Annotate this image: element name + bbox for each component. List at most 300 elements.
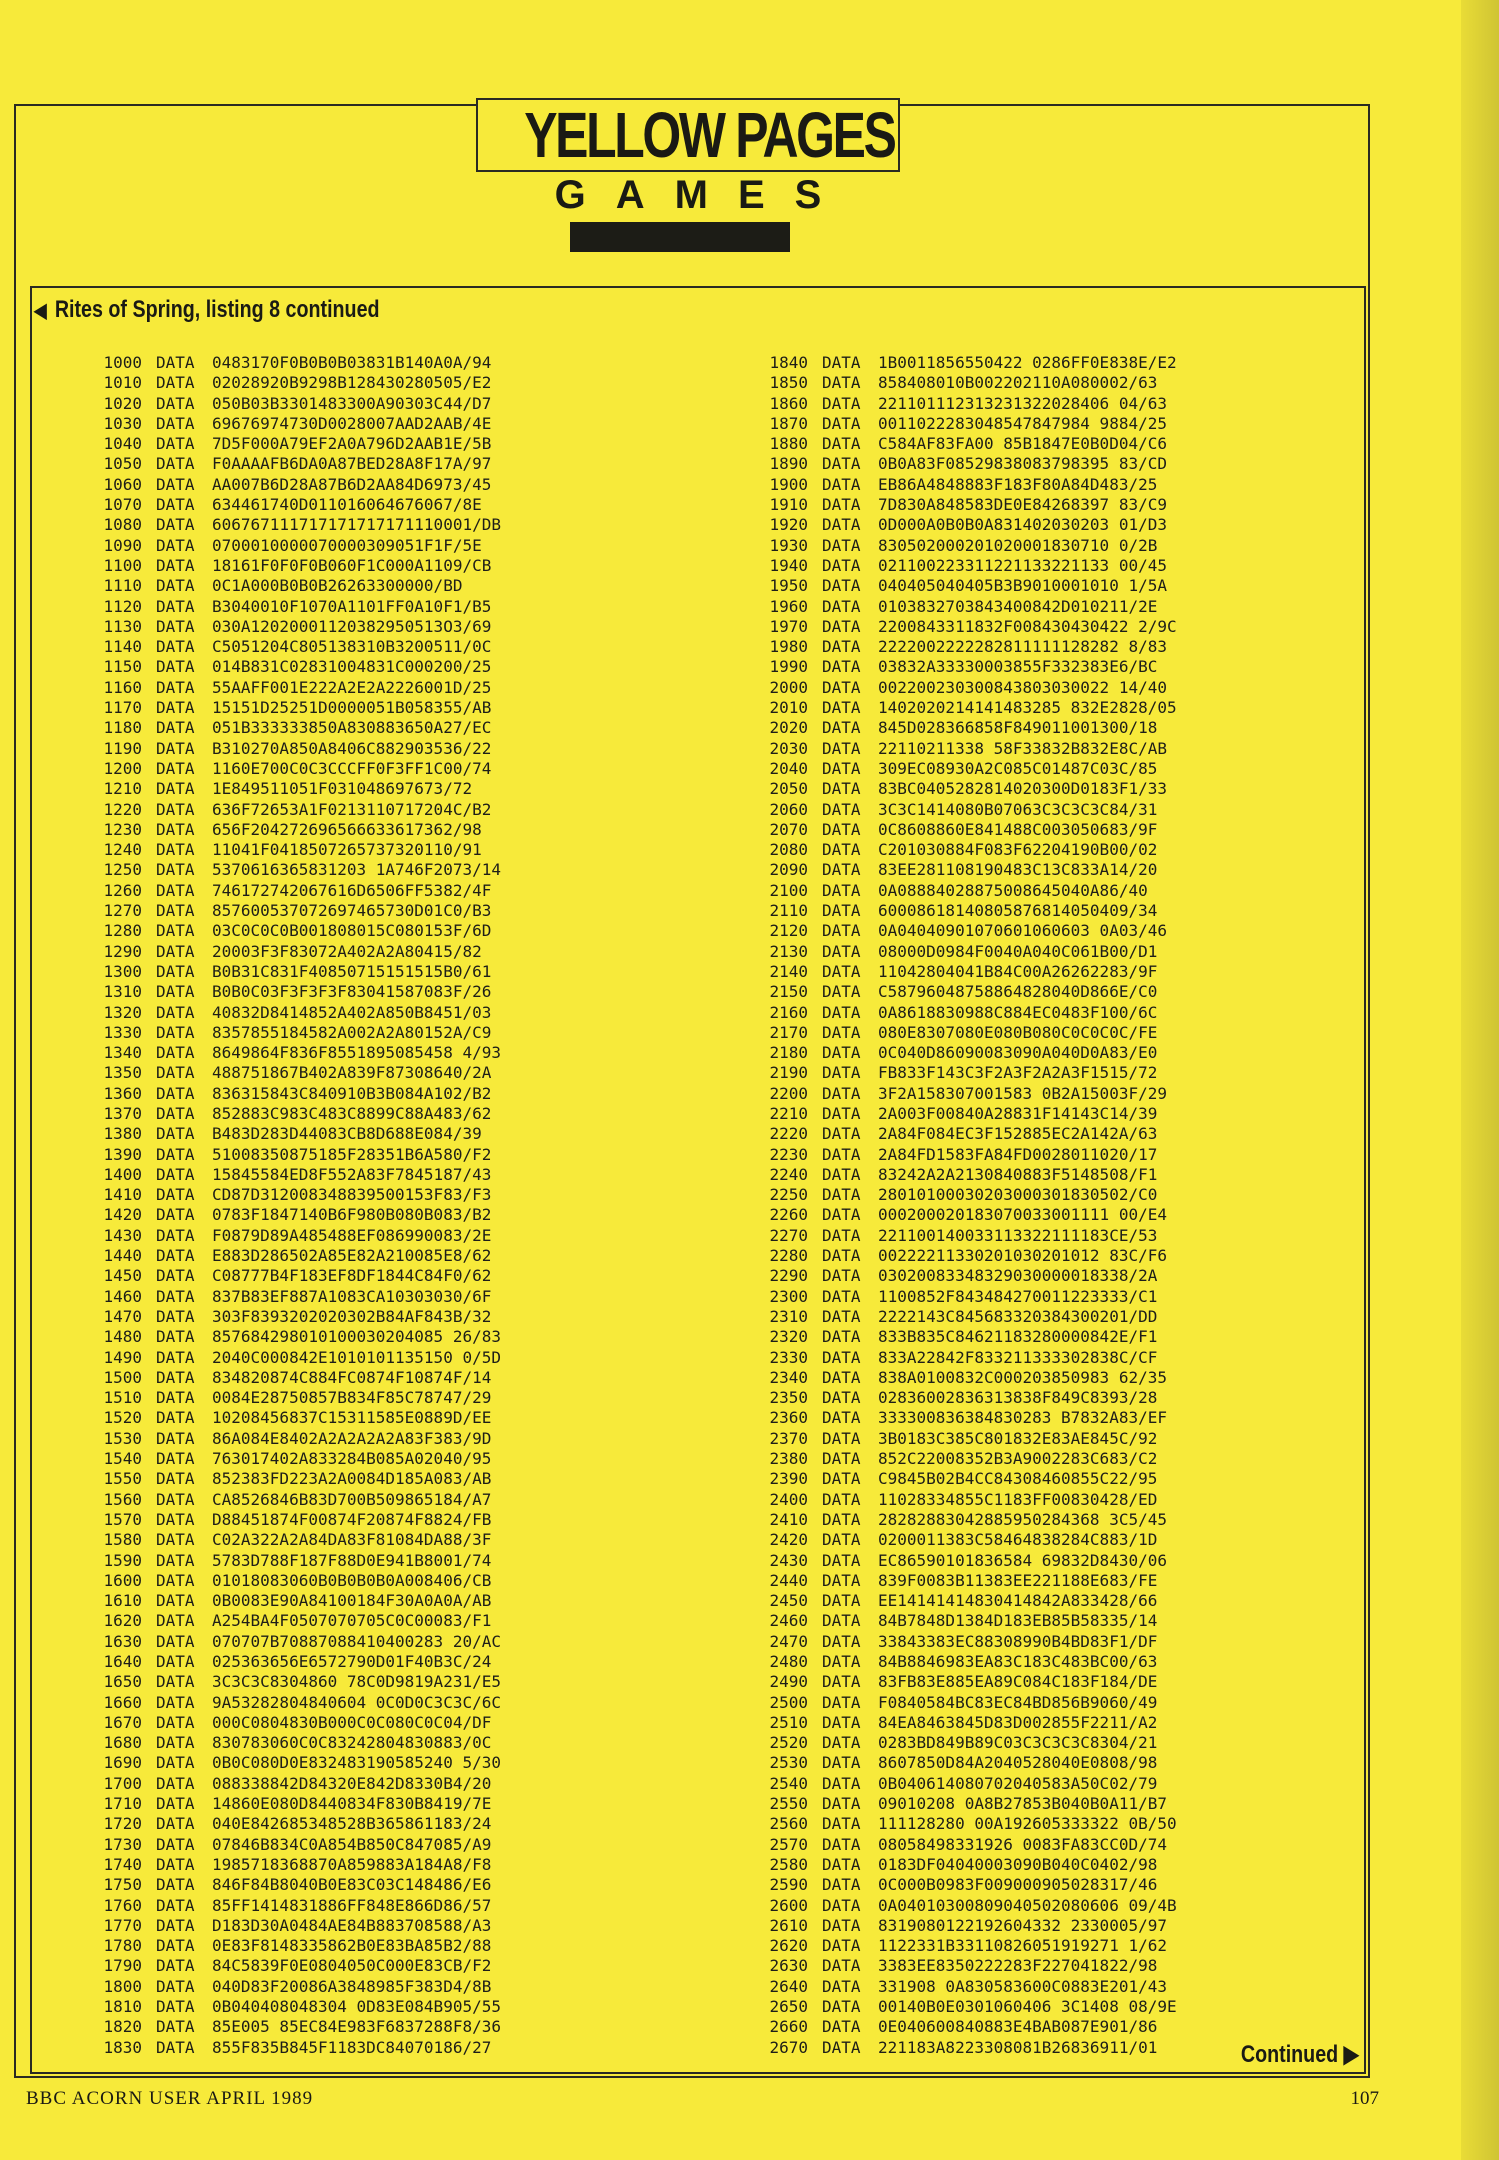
line-number: 2490	[769, 1672, 808, 1692]
listing-line	[90, 2038, 730, 2058]
listing-line	[756, 860, 1396, 880]
data-keyword: DATA	[156, 1997, 195, 2017]
line-number: 1750	[103, 1875, 142, 1895]
hex-data: 088338842D84320E842D8330B4/20	[212, 1773, 492, 1793]
hex-data: 0A04010300809040502080606 09/4B	[878, 1895, 1177, 1915]
hex-data: 040E842685348528B365861183/24	[212, 1814, 492, 1834]
listing-line	[756, 1307, 1396, 1327]
hex-data: 40832D8414852A402A850B8451/03	[212, 1002, 492, 1022]
line-number: 1730	[103, 1834, 142, 1854]
listing-line	[90, 515, 730, 535]
line-number: 1640	[103, 1652, 142, 1671]
hex-data: F0AAAAFB6DA0A87BED28A8F17A/97	[212, 454, 492, 474]
hex-data: 836315843C840910B3B084A102/B2	[212, 1083, 492, 1103]
line-number: 1470	[103, 1306, 142, 1326]
hex-data: 833B835C84621183280000842E/F1	[878, 1327, 1158, 1347]
line-number: 1840	[769, 353, 808, 372]
data-keyword: DATA	[822, 616, 861, 636]
hex-data: C201030884F083F62204190B00/02	[878, 840, 1158, 860]
listing-line	[90, 1307, 730, 1327]
data-keyword: DATA	[156, 1225, 195, 1245]
data-keyword: DATA	[822, 941, 861, 961]
line-number: 2210	[769, 1103, 808, 1123]
data-keyword: DATA	[822, 1408, 861, 1428]
hex-data: 86A084E8402A2A2A2A2A83F383/9D	[212, 1428, 492, 1448]
data-keyword: DATA	[822, 1631, 861, 1651]
line-number: 1870	[769, 413, 808, 433]
data-keyword: DATA	[822, 373, 861, 393]
listing-line	[90, 1408, 730, 1428]
listing-line	[756, 1205, 1396, 1225]
data-keyword: DATA	[156, 657, 195, 677]
hex-data: 837B83EF887A1083CA10303030/6F	[212, 1286, 492, 1306]
hex-data: 002200230300843803030022 14/40	[878, 677, 1167, 697]
line-number: 1940	[769, 555, 808, 575]
line-number: 2280	[769, 1246, 808, 1266]
line-number: 1140	[103, 637, 142, 657]
data-keyword: DATA	[822, 657, 861, 677]
hex-data: 51008350875185F28351B6A580/F2	[212, 1144, 492, 1164]
hex-data: 0B040408048304 0D83E084B905/55	[212, 1997, 501, 2017]
data-keyword: DATA	[822, 2017, 861, 2037]
listing-line	[756, 942, 1396, 962]
listing-line	[756, 1632, 1396, 1652]
listing-line	[756, 1956, 1396, 1976]
line-number: 2390	[769, 1469, 808, 1489]
hex-data: 28282883042885950284368 3C5/45	[878, 1509, 1167, 1529]
hex-data: F0879D89A485488EF086990083/2E	[212, 1225, 492, 1245]
data-keyword: DATA	[822, 1733, 861, 1753]
line-number: 2060	[769, 799, 808, 819]
listing-line	[756, 1429, 1396, 1449]
listing-line	[90, 739, 730, 759]
hex-data: 838A0100832C000203850983 62/35	[878, 1367, 1167, 1387]
data-keyword: DATA	[822, 555, 861, 575]
hex-data: 634461740D011016064676067/8E	[212, 495, 482, 515]
line-number: 1460	[103, 1286, 142, 1306]
hex-data: 111128280 00A192605333322 0B/50	[878, 1814, 1177, 1834]
listing-line	[90, 678, 730, 698]
line-number: 2600	[769, 1895, 808, 1915]
hex-data: 852883C983C483C8899C88A483/62	[212, 1103, 492, 1123]
listing-line	[90, 617, 730, 637]
line-number: 2040	[769, 758, 808, 778]
listing-line	[756, 475, 1396, 495]
data-keyword: DATA	[822, 1976, 861, 1996]
data-keyword: DATA	[822, 1205, 861, 1225]
listing-column-left	[90, 353, 730, 2058]
listing-line	[90, 1429, 730, 1449]
line-number: 1790	[103, 1956, 142, 1976]
listing-line	[756, 1530, 1396, 1550]
data-keyword: DATA	[822, 353, 861, 372]
line-number: 1120	[103, 596, 142, 616]
line-number: 1380	[103, 1124, 142, 1144]
section-bar	[570, 222, 790, 252]
hex-data: 221101112313231322028406 04/63	[878, 393, 1167, 413]
hex-data: 0700010000070000309051F1F/5E	[212, 535, 482, 555]
listing-line	[90, 840, 730, 860]
hex-data: 08000D0984F0040A040C061B00/D1	[878, 941, 1158, 961]
line-number: 1450	[103, 1266, 142, 1286]
data-keyword: DATA	[822, 982, 861, 1002]
hex-data: EC86590101836584 69832D8430/06	[878, 1550, 1167, 1570]
line-number: 1270	[103, 901, 142, 921]
hex-data: 2222143C845683320384300201/DD	[878, 1306, 1158, 1326]
data-keyword: DATA	[822, 1469, 861, 1489]
line-number: 1300	[103, 961, 142, 981]
listing-line	[756, 657, 1396, 677]
listing-line	[90, 597, 730, 617]
line-number: 1330	[103, 1022, 142, 1042]
data-keyword: DATA	[156, 1956, 195, 1976]
listing-line	[90, 1916, 730, 1936]
hex-data: 221183A8223308081B26836911/01	[878, 2037, 1158, 2057]
hex-data: 00140B0E0301060406 3C1408 08/9E	[878, 1997, 1177, 2017]
line-number: 2260	[769, 1205, 808, 1225]
data-keyword: DATA	[156, 1408, 195, 1428]
line-number: 2180	[769, 1043, 808, 1063]
data-keyword: DATA	[822, 1652, 861, 1671]
listing-line	[90, 718, 730, 738]
data-keyword: DATA	[822, 1753, 861, 1773]
hex-data: 857600537072697465730D01C0/B3	[212, 901, 492, 921]
line-number: 2080	[769, 840, 808, 860]
hex-data: A254BA4F0507070705C0C00083/F1	[212, 1611, 492, 1631]
hex-data: 0E040600840883E4BAB087E901/86	[878, 2017, 1158, 2037]
hex-data: 1402020214141483285 832E2828/05	[878, 698, 1177, 718]
hex-data: C08777B4F183EF8DF1844C84F0/62	[212, 1266, 492, 1286]
data-keyword: DATA	[822, 2037, 861, 2057]
listing-line	[756, 1774, 1396, 1794]
listing-line	[90, 1936, 730, 1956]
data-keyword: DATA	[822, 1915, 861, 1935]
listing-line	[90, 1794, 730, 1814]
data-keyword: DATA	[822, 1327, 861, 1347]
data-keyword: DATA	[822, 495, 861, 515]
listing-line	[90, 454, 730, 474]
line-number: 1170	[103, 698, 142, 718]
listing-line	[90, 779, 730, 799]
line-number: 1440	[103, 1246, 142, 1266]
hex-data: 0A8618830988C884EC0483F100/6C	[878, 1002, 1158, 1022]
line-number: 2360	[769, 1408, 808, 1428]
hex-data: 834820874C884FC0874F10874F/14	[212, 1367, 492, 1387]
data-keyword: DATA	[822, 1124, 861, 1144]
page-edge-shadow	[1461, 0, 1499, 2160]
data-keyword: DATA	[156, 1185, 195, 1205]
data-keyword: DATA	[156, 1692, 195, 1712]
listing-line	[756, 1124, 1396, 1144]
line-number: 1090	[103, 535, 142, 555]
data-keyword: DATA	[156, 2037, 195, 2057]
footer-publication: BBC ACORN USER APRIL 1989	[26, 2088, 314, 2109]
line-number: 1260	[103, 880, 142, 900]
listing-line	[756, 901, 1396, 921]
hex-data: 1160E700C0C3CCCFF0F3FF1C00/74	[212, 758, 492, 778]
line-number: 1810	[103, 1997, 142, 2017]
data-keyword: DATA	[156, 1428, 195, 1448]
data-keyword: DATA	[822, 1063, 861, 1083]
data-keyword: DATA	[156, 1246, 195, 1266]
line-number: 1430	[103, 1225, 142, 1245]
line-number: 1520	[103, 1408, 142, 1428]
data-keyword: DATA	[156, 941, 195, 961]
listing-line	[90, 394, 730, 414]
hex-data: 15845584ED8F552A83F7845187/43	[212, 1164, 492, 1184]
data-keyword: DATA	[822, 1550, 861, 1570]
hex-data: 833A22842F833211333302838C/CF	[878, 1347, 1158, 1367]
hex-data: 3383EE8350222283F227041822/98	[878, 1956, 1158, 1976]
listing-line	[90, 1246, 730, 1266]
data-keyword: DATA	[822, 1043, 861, 1063]
hex-data: 5370616365831203 1A746F2073/14	[212, 860, 501, 880]
data-keyword: DATA	[822, 1692, 861, 1712]
data-keyword: DATA	[822, 758, 861, 778]
listing-line	[756, 1003, 1396, 1023]
data-keyword: DATA	[156, 1672, 195, 1692]
hex-data: 3C3C1414080B07063C3C3C3C84/31	[878, 799, 1158, 819]
hex-data: 8319080122192604332 2330005/97	[878, 1915, 1167, 1935]
line-number: 1500	[103, 1367, 142, 1387]
hex-data: CA8526846B83D700B509865184/A7	[212, 1489, 492, 1509]
line-number: 2460	[769, 1611, 808, 1631]
hex-data: C5051204C805138310B3200511/0C	[212, 637, 492, 657]
listing-line	[756, 1246, 1396, 1266]
listing-line	[90, 1733, 730, 1753]
data-keyword: DATA	[822, 1591, 861, 1611]
line-number: 2320	[769, 1327, 808, 1347]
listing-heading-text: Rites of Spring, listing 8 continued	[54, 296, 380, 323]
data-keyword: DATA	[822, 637, 861, 657]
line-number: 2290	[769, 1266, 808, 1286]
hex-data: 84EA8463845D83D002855F2211/A2	[878, 1712, 1158, 1732]
line-number: 1320	[103, 1002, 142, 1022]
data-keyword: DATA	[156, 434, 195, 454]
line-number: 1950	[769, 576, 808, 596]
hex-data: 0103832703843400842D010211/2E	[878, 596, 1158, 616]
line-number: 1340	[103, 1043, 142, 1063]
listing-line	[90, 2017, 730, 2037]
data-keyword: DATA	[822, 677, 861, 697]
listing-line	[90, 1753, 730, 1773]
hex-data: D88451874F00874F20874F8824/FB	[212, 1509, 492, 1529]
data-keyword: DATA	[156, 1570, 195, 1590]
line-number: 2330	[769, 1347, 808, 1367]
data-keyword: DATA	[156, 1611, 195, 1631]
data-keyword: DATA	[822, 413, 861, 433]
hex-data: 03832A33330003855F332383E6/BC	[878, 657, 1158, 677]
listing-line	[90, 1956, 730, 1976]
line-number: 1400	[103, 1164, 142, 1184]
data-keyword: DATA	[156, 454, 195, 474]
listing-line	[90, 1510, 730, 1530]
listing-line	[90, 434, 730, 454]
data-keyword: DATA	[156, 1306, 195, 1326]
line-number: 2560	[769, 1814, 808, 1834]
hex-data: 050B03B3301483300A90303C44/D7	[212, 393, 492, 413]
line-number: 1200	[103, 758, 142, 778]
listing-line	[90, 1327, 730, 1347]
listing-column-right	[756, 353, 1396, 2058]
line-number: 1820	[103, 2017, 142, 2037]
hex-data: 0B0083E90A84100184F30A0A0A/AB	[212, 1591, 492, 1611]
listing-line	[756, 1693, 1396, 1713]
line-number: 2130	[769, 941, 808, 961]
listing-line	[90, 1287, 730, 1307]
data-keyword: DATA	[156, 1469, 195, 1489]
hex-data: 333300836384830283 B7832A83/EF	[878, 1408, 1167, 1428]
line-number: 2310	[769, 1306, 808, 1326]
hex-data: 03C0C0C0B001808015C080153F/6D	[212, 921, 492, 941]
listing-line	[756, 1226, 1396, 1246]
listing-line	[90, 1124, 730, 1144]
data-keyword: DATA	[822, 1489, 861, 1509]
data-keyword: DATA	[156, 535, 195, 555]
listing-line	[756, 434, 1396, 454]
line-number: 1280	[103, 921, 142, 941]
hex-data: 84C5839F0E0804050C000E83CB/F2	[212, 1956, 492, 1976]
listing-line	[90, 1530, 730, 1550]
data-keyword: DATA	[822, 1611, 861, 1631]
hex-data: 55AAFF001E222A2E2A2226001D/25	[212, 677, 492, 697]
listing-line	[90, 1875, 730, 1895]
listing-line	[756, 597, 1396, 617]
listing-line	[90, 881, 730, 901]
line-number: 1540	[103, 1449, 142, 1469]
hex-data: 11028334855C1183FF00830428/ED	[878, 1489, 1158, 1509]
line-number: 1390	[103, 1144, 142, 1164]
hex-data: 1985718368870A859883A184A8/F8	[212, 1854, 492, 1874]
hex-data: 2222002222282811111128282 8/83	[878, 637, 1167, 657]
hex-data: CD87D312008348839500153F83/F3	[212, 1185, 492, 1205]
data-keyword: DATA	[156, 1388, 195, 1408]
line-number: 2000	[769, 677, 808, 697]
data-keyword: DATA	[822, 1814, 861, 1834]
hex-data: 22110211338 58F33832B832E8C/AB	[878, 738, 1167, 758]
listing-line	[756, 1165, 1396, 1185]
hex-data: 3F2A158307001583 0B2A15003F/29	[878, 1083, 1167, 1103]
line-number: 1420	[103, 1205, 142, 1225]
data-keyword: DATA	[822, 1570, 861, 1590]
line-number: 1310	[103, 982, 142, 1002]
data-keyword: DATA	[822, 1144, 861, 1164]
hex-data: C58796048758864828040D866E/C0	[878, 982, 1158, 1002]
listing-line	[756, 1043, 1396, 1063]
data-keyword: DATA	[156, 1327, 195, 1347]
hex-data: 303F8393202020302B84AF843B/32	[212, 1306, 492, 1326]
hex-data: 746172742067616D6506FF5382/4F	[212, 880, 492, 900]
line-number: 2270	[769, 1225, 808, 1245]
line-number: 2550	[769, 1794, 808, 1814]
line-number: 1670	[103, 1712, 142, 1732]
hex-data: 02836002836313838F849C8393/28	[878, 1388, 1158, 1408]
data-keyword: DATA	[822, 1083, 861, 1103]
listing-line	[90, 1855, 730, 1875]
data-keyword: DATA	[822, 1246, 861, 1266]
listing-line	[756, 1449, 1396, 1469]
hex-data: 0011022283048547847984 9884/25	[878, 413, 1167, 433]
hex-data: 1B0011856550422 0286FF0E838E/E2	[878, 353, 1177, 372]
hex-data: 0B0C080D0E832483190585240 5/30	[212, 1753, 501, 1773]
data-keyword: DATA	[156, 758, 195, 778]
data-keyword: DATA	[822, 799, 861, 819]
hex-data: 0483170F0B0B0B03831B140A0A/94	[212, 353, 492, 372]
line-number: 2120	[769, 921, 808, 941]
hex-data: C584AF83FA00 85B1847E0B0D04/C6	[878, 434, 1167, 454]
hex-data: 0C040D86090083090A040D0A83/E0	[878, 1043, 1158, 1063]
line-number: 1020	[103, 393, 142, 413]
data-keyword: DATA	[822, 1022, 861, 1042]
data-keyword: DATA	[156, 1063, 195, 1083]
listing-line	[90, 1104, 730, 1124]
line-number: 1130	[103, 616, 142, 636]
hex-data: 0084E28750857B834F85C78747/29	[212, 1388, 492, 1408]
listing-line	[90, 657, 730, 677]
listing-line	[756, 1510, 1396, 1530]
data-keyword: DATA	[822, 1875, 861, 1895]
data-keyword: DATA	[156, 880, 195, 900]
data-keyword: DATA	[156, 1043, 195, 1063]
data-keyword: DATA	[822, 576, 861, 596]
line-number: 1000	[103, 353, 142, 372]
hex-data: 11041F0418507265737320110/91	[212, 840, 482, 860]
hex-data: 0B040614080702040583A50C02/79	[878, 1773, 1158, 1793]
data-keyword: DATA	[822, 1428, 861, 1448]
listing-line	[756, 698, 1396, 718]
data-keyword: DATA	[156, 637, 195, 657]
listing-line	[756, 1551, 1396, 1571]
line-number: 1010	[103, 373, 142, 393]
listing-line	[756, 1145, 1396, 1165]
data-keyword: DATA	[156, 1773, 195, 1793]
data-keyword: DATA	[156, 819, 195, 839]
data-keyword: DATA	[156, 921, 195, 941]
line-number: 2520	[769, 1733, 808, 1753]
data-keyword: DATA	[156, 677, 195, 697]
line-number: 1760	[103, 1895, 142, 1915]
data-keyword: DATA	[822, 1997, 861, 2017]
listing-line	[756, 515, 1396, 535]
hex-data: AA007B6D28A87B6D2AA84D6973/45	[212, 474, 492, 494]
listing-line	[90, 1977, 730, 1997]
line-number: 2100	[769, 880, 808, 900]
hex-data: 025363656E6572790D01F40B3C/24	[212, 1652, 492, 1671]
listing-line	[756, 394, 1396, 414]
listing-line	[756, 373, 1396, 393]
data-keyword: DATA	[822, 819, 861, 839]
data-keyword: DATA	[822, 1388, 861, 1408]
data-keyword: DATA	[156, 799, 195, 819]
hex-data: 20003F3F83072A402A2A80415/82	[212, 941, 482, 961]
listing-line	[90, 698, 730, 718]
hex-data: 10208456837C15311585E0889D/EE	[212, 1408, 492, 1428]
listing-line	[90, 637, 730, 657]
data-keyword: DATA	[156, 1794, 195, 1814]
hex-data: 021100223311221133221133 00/45	[878, 555, 1167, 575]
line-number: 1110	[103, 576, 142, 596]
data-keyword: DATA	[156, 1347, 195, 1367]
hex-data: 69676974730D0028007AAD2AAB/4E	[212, 413, 492, 433]
line-number: 2150	[769, 982, 808, 1002]
data-keyword: DATA	[822, 1854, 861, 1874]
data-keyword: DATA	[822, 961, 861, 981]
hex-data: 83FB83E885EA89C084C183F184/DE	[878, 1672, 1158, 1692]
data-keyword: DATA	[822, 1712, 861, 1732]
line-number: 1360	[103, 1083, 142, 1103]
listing-line	[756, 1611, 1396, 1631]
line-number: 1800	[103, 1976, 142, 1996]
